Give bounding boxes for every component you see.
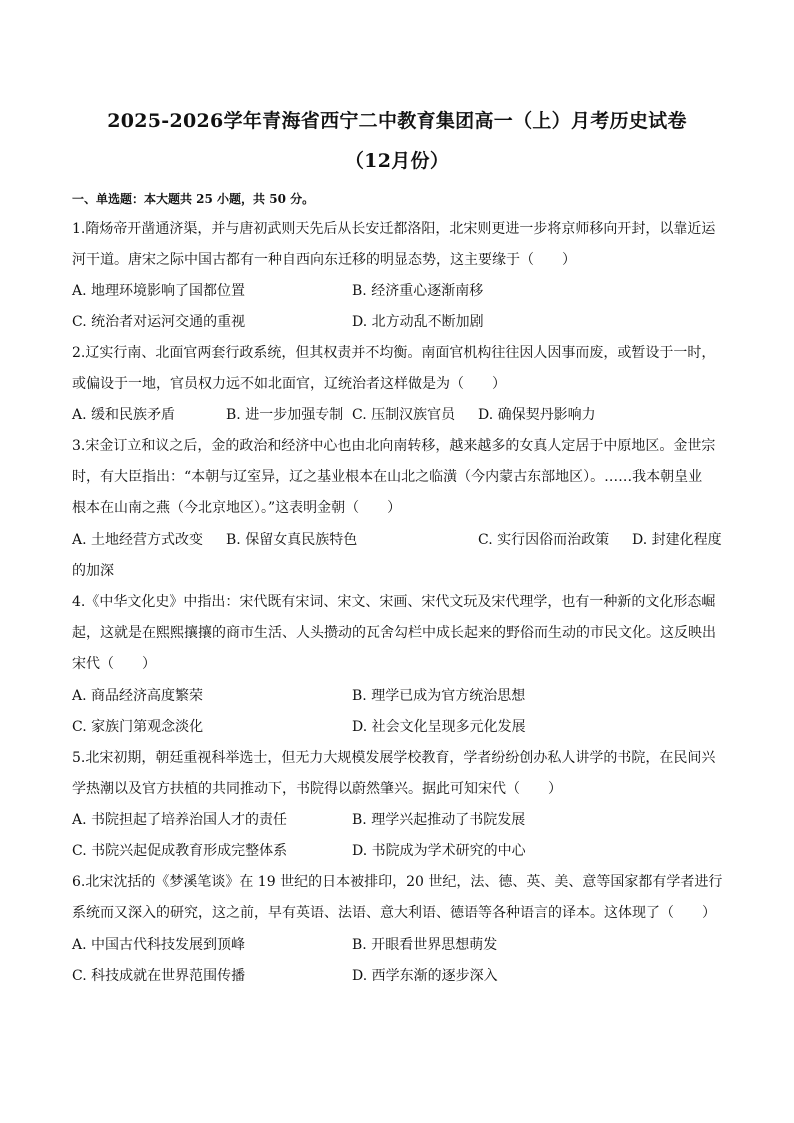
question-4-option-b: B. 理学已成为官方统治思想	[352, 688, 526, 704]
question-5-stem-line-2: 学热潮以及官方扶植的共同推动下，书院得以蔚然肇兴。据此可知宋代（ ）	[72, 781, 562, 797]
question-2-stem-line-1: 2.辽实行南、北面官两套行政系统，但其权责并不均衡。南面官机构往往因人因事而废，或暂设于一时，	[72, 345, 716, 361]
question-5-option-c: C. 书院兴起促成教育形成完整体系	[72, 843, 288, 859]
question-3-option-a: A. 土地经营方式改变	[72, 532, 204, 548]
question-1-option-d: D. 北方动乱不断加剧	[352, 314, 484, 330]
question-6-option-d: D. 西学东渐的逐步深入	[352, 968, 498, 984]
question-3-stem-line-1: 3.宋金订立和议之后，金的政治和经济中心也由北向南转移，越来越多的女真人定居于中原地区。金世宗	[72, 438, 716, 454]
question-4-option-d: D. 社会文化呈现多元化发展	[352, 719, 526, 735]
question-6-stem-line-2: 系统而又深入的研究，这之前，早有英语、法语、意大利语、德语等各种语言的译本。这体现了（ ）	[72, 905, 716, 921]
question-6-option-a: A. 中国古代科技发展到顶峰	[72, 937, 246, 953]
question-3-option-d: D. 封建化程度	[632, 532, 722, 548]
question-6-stem-line-1: 6.北宋沈括的《梦溪笔谈》在 19 世纪的日本被排印，20 世纪，法、德、英、美、意等国家都有学者进行	[72, 874, 723, 890]
question-2-option-a: A. 缓和民族矛盾	[72, 407, 176, 423]
question-4-stem-line-2: 起，这就是在熙熙攘攘的商市生活、人头攒动的瓦舍勾栏中成长起来的野俗而生动的市民文化。这反映出	[72, 625, 716, 641]
question-4-stem-line-1: 4.《中华文化史》中指出：宋代既有宋词、宋文、宋画、宋代文玩及宋代理学，也有一种新的文化形态崛	[72, 594, 716, 610]
question-4-stem-line-3: 宋代（ ）	[72, 656, 156, 672]
question-3-stem-line-2: 时，有大臣指出：“本朝与辽室异，辽之基业根本在山北之临潢（今内蒙古东部地区）。……我本朝皇业	[72, 469, 703, 485]
exam-subtitle: （12月份）	[344, 150, 450, 172]
question-2-option-c: C. 压制汉族官员	[352, 407, 456, 423]
question-2-option-b: B. 进一步加强专制	[226, 407, 344, 423]
question-5-option-b: B. 理学兴起推动了书院发展	[352, 812, 526, 828]
question-1-option-a: A. 地理环境影响了国都位置	[72, 283, 246, 299]
question-1-option-b: B. 经济重心逐渐南移	[352, 283, 484, 299]
question-3-stem-line-3: 根本在山南之燕（今北京地区）。”这表明金朝（ ）	[72, 500, 402, 516]
question-1-stem-line-1: 1.隋炀帝开凿通济渠，并与唐初武则天先后从长安迁都洛阳，北宋则更进一步将京师移向开封，以靠近运	[72, 221, 716, 237]
question-3-option-b: B. 保留女真民族特色	[226, 532, 358, 548]
question-4-option-a: A. 商品经济高度繁荣	[72, 688, 204, 704]
question-3-option-c: C. 实行因俗而治政策	[478, 532, 610, 548]
question-1-stem-line-2: 河干道。唐宋之际中国古都有一种自西向东迁移的明显态势，这主要缘于（ ）	[72, 252, 576, 268]
question-2-option-d: D. 确保契丹影响力	[478, 407, 596, 423]
question-5-option-d: D. 书院成为学术研究的中心	[352, 843, 526, 859]
question-3-option-d-continued: 的加深	[72, 563, 114, 579]
question-5-option-a: A. 书院担起了培养治国人才的责任	[72, 812, 288, 828]
question-2-stem-line-2: 或偏设于一地，官员权力远不如北面官，辽统治者这样做是为（ ）	[72, 376, 506, 392]
section-heading: 一、单选题：本大题共 25 小题，共 50 分。	[72, 192, 315, 206]
question-1-option-c: C. 统治者对运河交通的重视	[72, 314, 246, 330]
question-6-option-c: C. 科技成就在世界范围传播	[72, 968, 246, 984]
question-6-option-b: B. 开眼看世界思想萌发	[352, 937, 498, 953]
question-4-option-c: C. 家族门第观念淡化	[72, 719, 204, 735]
exam-title: 2025-2026学年青海省西宁二中教育集团高一（上）月考历史试卷	[107, 110, 687, 132]
question-5-stem-line-1: 5.北宋初期，朝廷重视科举选士，但无力大规模发展学校教育，学者纷纷创办私人讲学的书院，在民间兴	[72, 750, 716, 766]
